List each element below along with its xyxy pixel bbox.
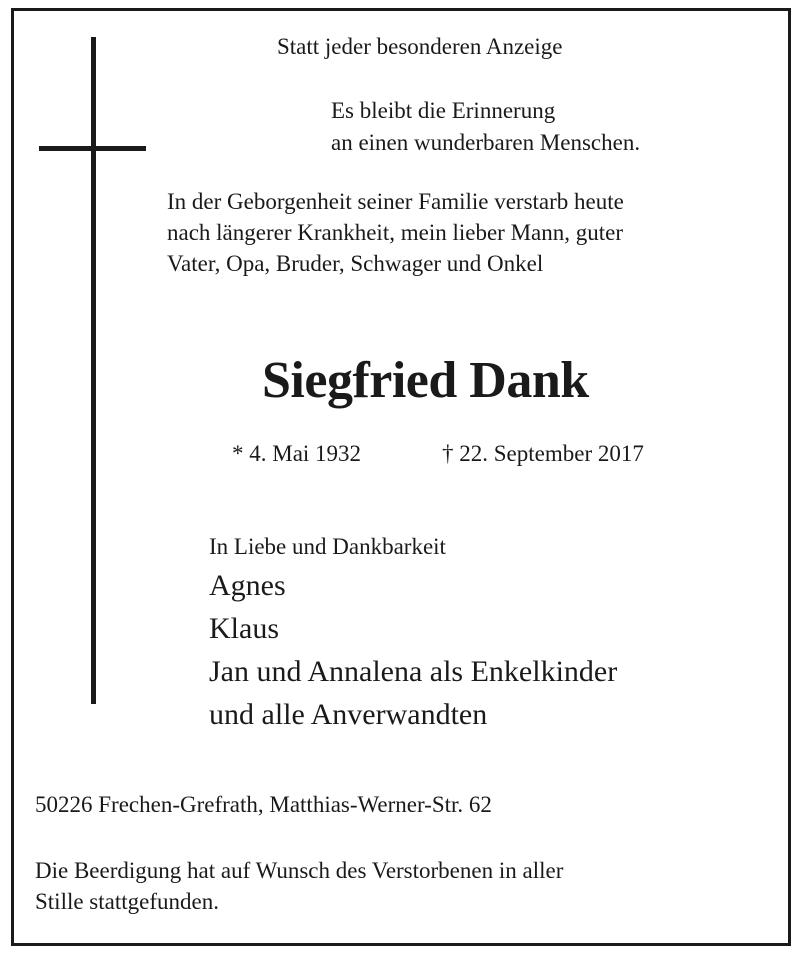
mourners-list: [209, 564, 617, 736]
death-date: † 22. September 2017: [442, 441, 644, 466]
deceased-name: Siegfried Dank: [262, 352, 589, 409]
birth-date: * 4. Mai 1932: [232, 441, 362, 466]
cross-vertical-bar: [91, 37, 96, 704]
mourner-name: Jan und Annalena als Enkelkinder: [209, 655, 618, 688]
announcement-line: Vater, Opa, Bruder, Schwager und Onkel: [167, 251, 544, 276]
intro-line: Statt jeder besonderen Anzeige: [277, 34, 563, 59]
funeral-line: Die Beerdigung hat auf Wunsch des Verstorbenen in aller: [35, 858, 564, 883]
mourner-name: Agnes: [209, 569, 286, 602]
announcement-line: nach längerer Krankheit, mein lieber Mann, guter: [167, 220, 623, 245]
love-line: In Liebe und Dankbarkeit: [209, 534, 446, 559]
quote-line: Es bleibt die Erinnerung: [331, 98, 556, 123]
quote-line: an einen wunderbaren Menschen.: [331, 130, 641, 155]
announcement-line: In der Geborgenheit seiner Familie verstarb heute: [167, 189, 624, 214]
mourner-name: und alle Anverwandten: [209, 698, 488, 731]
mourner-name: Klaus: [209, 612, 279, 645]
family-address: 50226 Frechen-Grefrath, Matthias-Werner-Str. 62: [35, 792, 492, 817]
funeral-line: Stille stattgefunden.: [35, 889, 219, 914]
funeral-note: [35, 855, 563, 917]
memorial-quote: [331, 95, 640, 159]
cross-horizontal-bar: [39, 146, 146, 151]
death-announcement: [167, 186, 624, 279]
